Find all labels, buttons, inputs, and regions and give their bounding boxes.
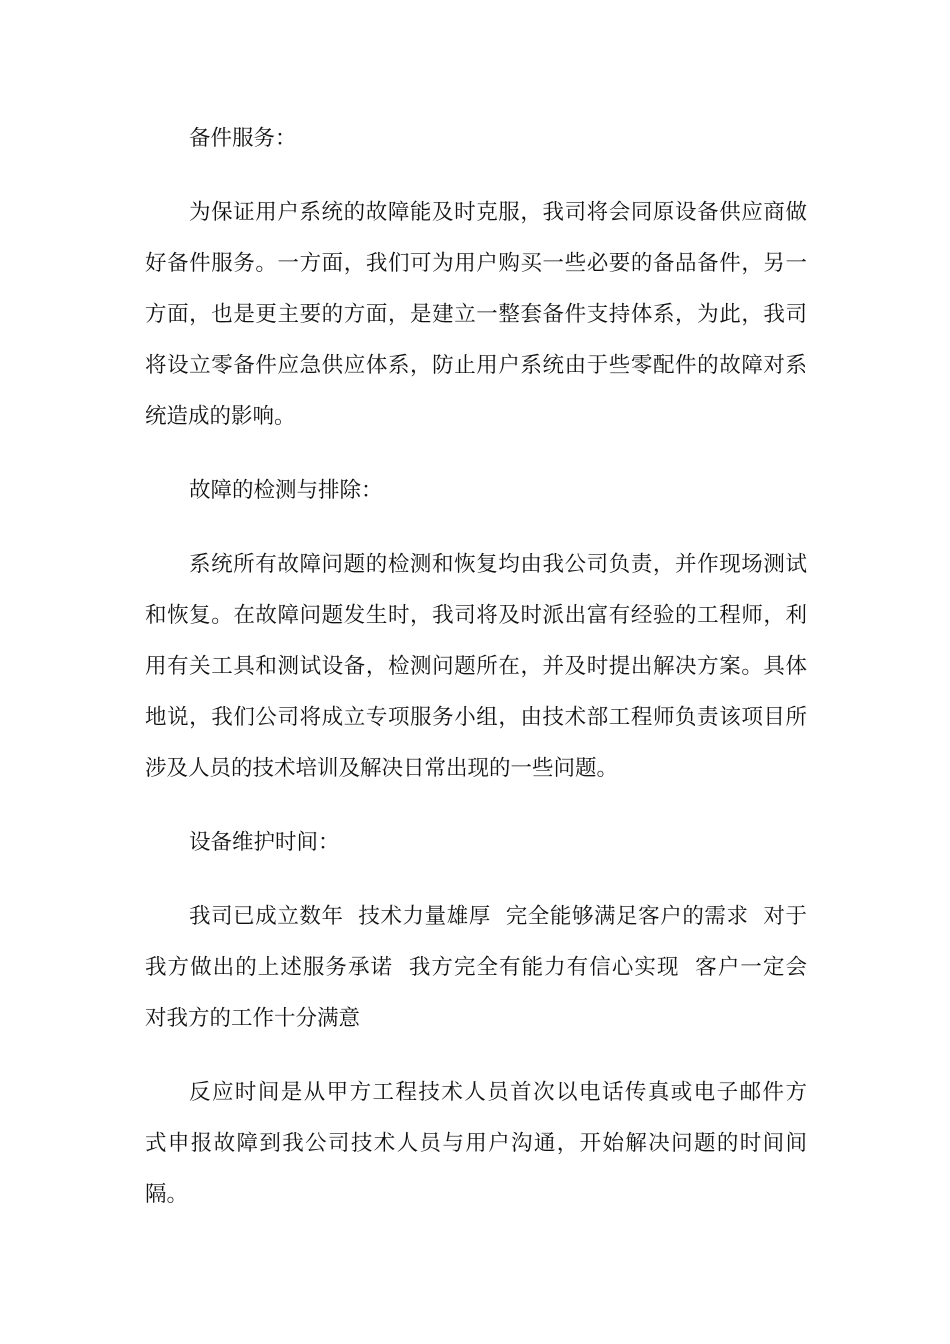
text-line: 系统所有故障问题的检测和恢复均由我公司负责，并作现场测试 <box>189 552 807 577</box>
text-line: 将设立零备件应急供应体系，防止用户系统由于些零配件的故障对系 <box>145 353 807 378</box>
text-line: 好备件服务。一方面，我们可为用户购买一些必要的备品备件，另一 <box>145 251 807 276</box>
text-line: 反应时间是从甲方工程技术人员首次以电话传真或电子邮件方 <box>189 1080 807 1105</box>
text-line: 统造成的影响。 <box>145 404 296 429</box>
text-line: 和恢复。在故障问题发生时，我司将及时派出富有经验的工程师，利 <box>145 603 807 628</box>
text-line: 方面，也是更主要的方面，是建立一整套备件支持体系，为此，我司 <box>145 302 807 327</box>
text-line: 我方做出的上述服务承诺 我方完全有能力有信心实现 客户一定会 <box>145 955 807 980</box>
text-line: 为保证用户系统的故障能及时克服，我司将会同原设备供应商做 <box>189 200 807 225</box>
text-line: 隔。 <box>145 1182 189 1207</box>
paragraph-spare-parts <box>145 187 807 442</box>
text-line: 涉及人员的技术培训及解决日常出现的一些问题。 <box>145 756 619 781</box>
section-heading-maintenance-time: 设备维护时间： <box>189 830 340 855</box>
paragraph-maintenance-commitment <box>145 891 807 1044</box>
text-line: 式申报故障到我公司技术人员与用户沟通，开始解决问题的时间间 <box>145 1131 807 1156</box>
document-body <box>145 113 807 1243</box>
text-line: 地说，我们公司将成立专项服务小组，由技术部工程师负责该项目所 <box>145 705 807 730</box>
paragraph-fault-detection <box>145 539 807 794</box>
paragraph-response-time <box>145 1067 807 1220</box>
text-line: 我司已成立数年 技术力量雄厚 完全能够满足客户的需求 对于 <box>189 904 807 929</box>
section-heading-fault-detection: 故障的检测与排除： <box>189 478 383 503</box>
section-heading-spare-parts: 备件服务： <box>189 126 297 151</box>
text-line: 用有关工具和测试设备，检测问题所在，并及时提出解决方案。具体 <box>145 654 807 679</box>
text-line: 对我方的工作十分满意 <box>145 1006 361 1031</box>
